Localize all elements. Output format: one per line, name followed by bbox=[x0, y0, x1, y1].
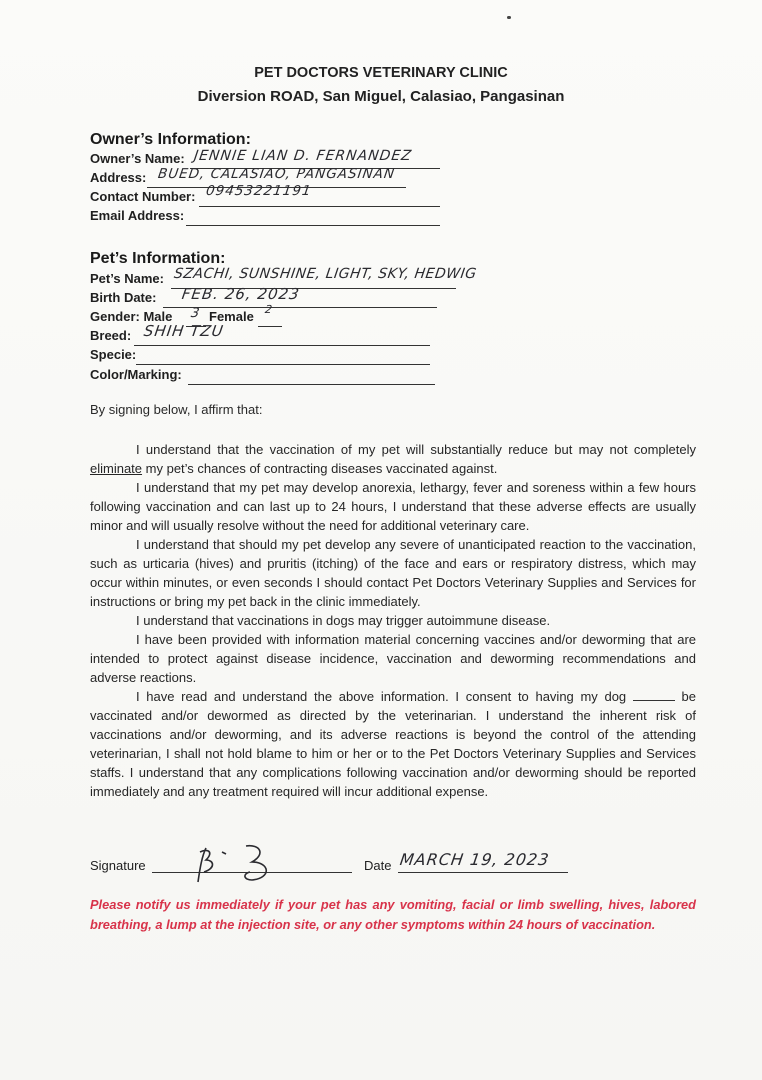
vaccination-notice: Please notify us immediately if your pet has any vomiting, facial or limb swelling, hives, labored breathing, a lump at the injection site, or any other symptoms within 24 hours of vaccination. bbox=[90, 897, 696, 932]
color-marking-field[interactable] bbox=[90, 367, 435, 385]
affirm-intro: By signing below, I affirm that: bbox=[90, 402, 263, 417]
date-value: MARCH 19, 2023 bbox=[398, 850, 551, 869]
specie-field[interactable] bbox=[90, 347, 430, 365]
email-address-field[interactable] bbox=[90, 208, 440, 226]
contact-number-value: 09453221191 bbox=[204, 183, 313, 199]
consent-paragraph-4: I understand that vaccinations in dogs may trigger autoimmune disease. bbox=[136, 613, 551, 628]
dog-name-blank[interactable] bbox=[633, 689, 675, 701]
email-address-label: Email Address: bbox=[90, 208, 185, 223]
signature-row bbox=[90, 850, 696, 876]
male-count-value: 3 bbox=[189, 306, 202, 321]
consent-paragraph-6: I have read and understand the above information. I consent to having my dog be vaccinated and/or dewormed as directed by the veterinarian. I understand the inherent risk of vaccinations and/or deworming, and its adverse reactions is beyond the control of the attending veterinarian, I shall not hold blame to him or her or to the Pet Doctors Veterinary Supplies and Services staffs. I understand that any complications following vaccination and/or deworming should be reported immediately and any treatment required will incur additional expense. bbox=[90, 689, 696, 799]
scan-speck bbox=[507, 16, 511, 19]
pet-section-title: Pet’s Information: bbox=[90, 250, 226, 267]
consent-body bbox=[90, 440, 696, 801]
date-line[interactable] bbox=[398, 872, 568, 873]
gender-male-label: Gender: Male bbox=[90, 309, 173, 324]
owner-name-value: JENNIE LIAN D. FERNANDEZ bbox=[192, 148, 413, 164]
consent-paragraph-1: I understand that the vaccination of my pet will substantially reduce but may not completely eliminate my pet’s chances of contracting diseases vaccinated against. bbox=[90, 442, 696, 476]
contact-number-label: Contact Number: bbox=[90, 189, 196, 204]
specie-label: Specie: bbox=[90, 347, 137, 362]
pet-name-label: Pet’s Name: bbox=[90, 271, 164, 286]
color-marking-label: Color/Marking: bbox=[90, 367, 182, 382]
breed-label: Breed: bbox=[90, 328, 132, 343]
consent-paragraph-5: I have been provided with information material concerning vaccines and/or deworming that are intended to protect against disease incidence, vaccination and deworming recommendations and adverse reactions. bbox=[90, 632, 696, 685]
female-count-value: 2 bbox=[264, 303, 274, 316]
pet-name-value: SZACHI, SUNSHINE, LIGHT, SKY, HEDWIG bbox=[172, 266, 478, 282]
breed-value: SHIH TZU bbox=[142, 322, 225, 340]
signature-label: Signature bbox=[90, 858, 146, 873]
date-label: Date bbox=[364, 858, 392, 873]
gender-female-label: Female bbox=[209, 309, 254, 324]
consent-paragraph-2: I understand that my pet may develop anorexia, lethargy, fever and soreness within a few hours following vaccination and can last up to 24 hours, I understand that these adverse effects are usually minor and will usually resolve without the need for additional veterinary care. bbox=[90, 480, 696, 533]
underlined-word: eliminate bbox=[90, 461, 143, 476]
breed-field[interactable] bbox=[90, 322, 430, 346]
signature-mark bbox=[182, 842, 292, 886]
address-label: Address: bbox=[90, 170, 147, 185]
owner-section-title: Owner’s Information: bbox=[90, 131, 251, 148]
clinic-address: Diversion ROAD, San Miguel, Calasiao, Pangasinan bbox=[197, 88, 565, 105]
birth-date-value: FEB. 26, 2023 bbox=[180, 285, 301, 303]
birth-date-field[interactable] bbox=[90, 285, 437, 308]
birth-date-label: Birth Date: bbox=[90, 290, 157, 305]
clinic-name: PET DOCTORS VETERINARY CLINIC bbox=[254, 65, 508, 81]
owner-name-label: Owner’s Name: bbox=[90, 151, 185, 166]
contact-number-field[interactable] bbox=[90, 183, 440, 207]
consent-paragraph-3: I understand that should my pet develop any severe of unanticipated reaction to the vaccination, such as urticaria (hives) and pruritis (itching) of the face and ears or respiratory distress, which may occur within minutes, or even seconds I should contact Pet Doctors Veterinary Supplies and Services for instructions or bring my pet back in the clinic immediately. bbox=[90, 537, 696, 609]
address-value: BUED, CALASIAO, PANGASINAN bbox=[156, 166, 397, 182]
